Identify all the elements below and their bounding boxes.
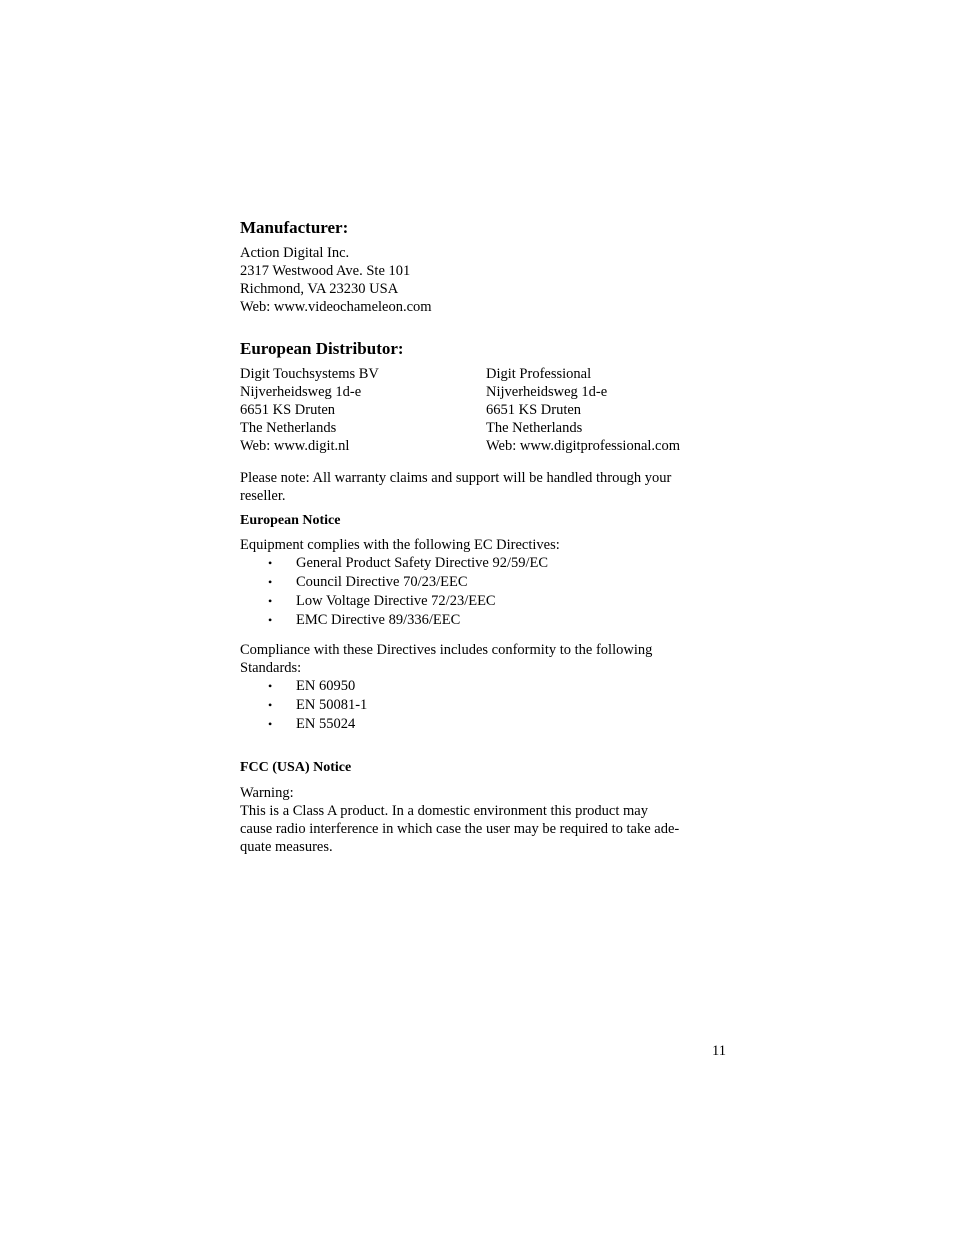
distributor-addresses: [240, 365, 730, 455]
manufacturer-heading: Manufacturer:: [240, 218, 349, 237]
bullet-icon: •: [268, 679, 273, 693]
fcc-notice-body: [240, 784, 679, 856]
document-page: [240, 0, 730, 1235]
fcc-warning-label: Warning:: [240, 785, 294, 801]
bullet-icon: •: [268, 556, 273, 570]
manufacturer-web: Web: www.videochameleon.com: [240, 299, 432, 315]
bullet-icon: •: [268, 613, 273, 627]
compliance-line: Standards:: [240, 660, 302, 676]
standards-list: [240, 677, 367, 734]
warranty-note-line: Please note: All warranty claims and support will be handled through your: [240, 470, 672, 486]
bullet-icon: •: [268, 698, 273, 712]
directive-label: Low Voltage Directive 72/23/EEC: [296, 593, 496, 609]
distributor-right-line: The Netherlands: [486, 420, 583, 436]
bullet-icon: •: [268, 575, 273, 589]
ec-directives-intro: Equipment complies with the following EC Directives:: [240, 537, 560, 553]
directive-label: General Product Safety Directive 92/59/EC: [296, 555, 549, 571]
european-notice-heading: European Notice: [240, 513, 341, 528]
list-item: [240, 554, 548, 573]
distributor-right-column: [486, 365, 680, 455]
manufacturer-line: Action Digital Inc.: [240, 245, 350, 261]
standard-label: EN 50081-1: [296, 697, 368, 713]
bullet-icon: •: [268, 717, 273, 731]
distributor-left-line: The Netherlands: [240, 420, 337, 436]
warranty-note: [240, 469, 671, 505]
bullet-icon: •: [268, 594, 273, 608]
standard-label: EN 55024: [296, 716, 356, 732]
list-item: [240, 573, 548, 592]
fcc-notice-heading: FCC (USA) Notice: [240, 760, 352, 775]
distributor-right-line: 6651 KS Druten: [486, 402, 582, 418]
directive-label: Council Directive 70/23/EEC: [296, 574, 468, 590]
distributor-left-line: Nijverheidsweg 1d-e: [240, 384, 362, 400]
compliance-text: [240, 641, 652, 677]
fcc-notice-line: quate measures.: [240, 839, 333, 855]
fcc-notice-line: cause radio interference in which case the user may be required to take ade-: [240, 821, 680, 837]
distributor-heading: European Distributor:: [240, 339, 404, 358]
distributor-left-line: 6651 KS Druten: [240, 402, 336, 418]
manufacturer-line: 2317 Westwood Ave. Ste 101: [240, 263, 411, 279]
distributor-right-line: Nijverheidsweg 1d-e: [486, 384, 608, 400]
distributor-left-web: Web: www.digit.nl: [240, 438, 350, 454]
warranty-note-line: reseller.: [240, 488, 286, 504]
distributor-left-line: Digit Touchsystems BV: [240, 366, 379, 382]
directive-label: EMC Directive 89/336/EEC: [296, 612, 461, 628]
distributor-right-web: Web: www.digitprofessional.com: [486, 438, 681, 454]
list-item: [240, 592, 548, 611]
list-item: [240, 696, 367, 715]
list-item: [240, 677, 367, 696]
list-item: [240, 715, 367, 734]
ec-directives-list: [240, 554, 548, 630]
manufacturer-line: Richmond, VA 23230 USA: [240, 281, 399, 297]
manufacturer-address: [240, 244, 432, 316]
list-item: [240, 611, 548, 630]
distributor-right-line: Digit Professional: [486, 366, 592, 382]
page-number: 11: [712, 1043, 726, 1059]
fcc-notice-line: This is a Class A product. In a domestic environment this product may: [240, 803, 648, 819]
compliance-line: Compliance with these Directives includes conformity to the following: [240, 642, 653, 658]
standard-label: EN 60950: [296, 678, 356, 694]
